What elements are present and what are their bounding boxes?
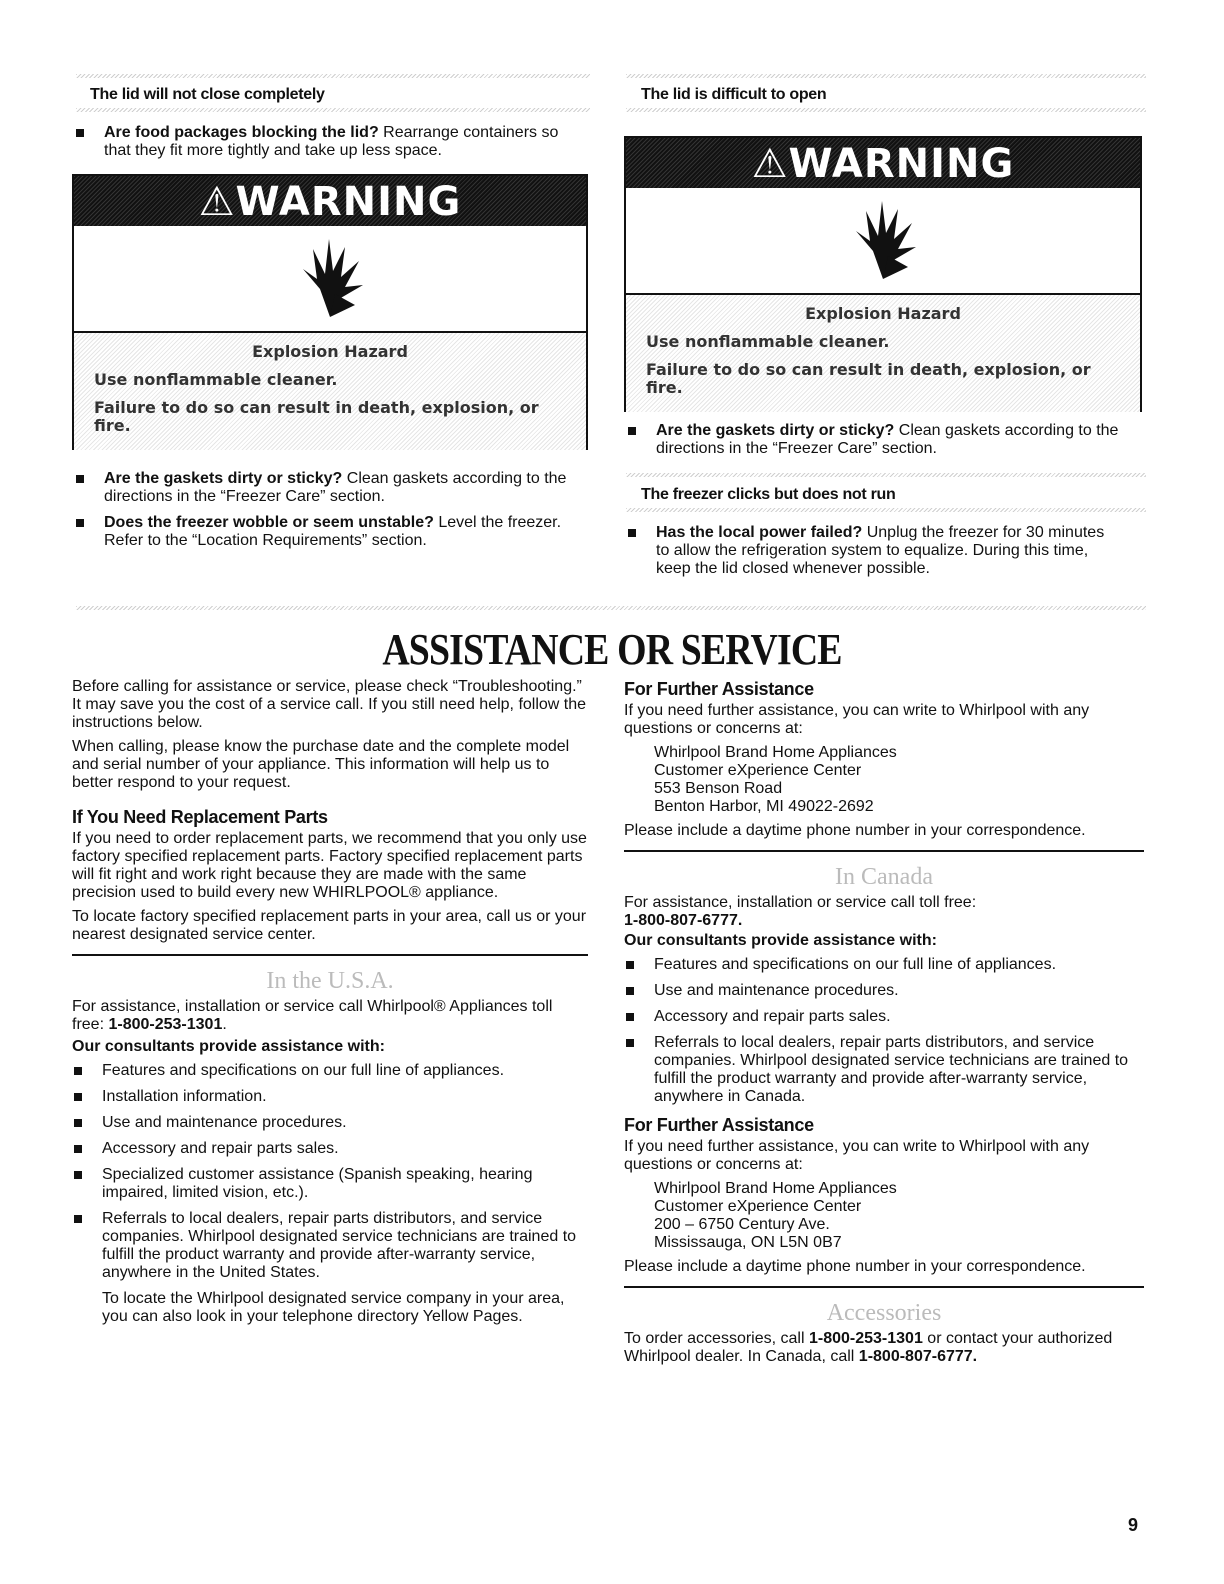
explosion-icon [626, 188, 1140, 295]
left-column [72, 678, 588, 1326]
paragraph: To order accessories, call 1-800-253-1301 or contact your authorized Whirlpool dealer. In Canada, call 1-800-807-6777. [624, 1330, 1113, 1365]
address-line: Customer eXperience Center [654, 1198, 862, 1215]
warning-text [626, 295, 1140, 412]
warning-line: Use nonflammable cleaner. [94, 370, 338, 389]
warning-triangle-icon: ⚠ [751, 141, 789, 187]
phone-number: 1-800-807-6777. [624, 912, 743, 929]
address [624, 1180, 1144, 1252]
warning-box [624, 136, 1142, 412]
bullet-list [624, 956, 1144, 1106]
warning-banner: ⚠WARNING [626, 138, 1140, 188]
bullet-list [74, 470, 586, 558]
paragraph: For assistance, installation or service call toll free: [624, 894, 977, 911]
warning-line: Failure to do so can result in death, explosion, or fire. [646, 360, 1091, 397]
divider [626, 108, 1146, 112]
warning-box [72, 174, 588, 450]
divider [626, 74, 1146, 78]
consultants-label: Our consultants provide assistance with: [72, 1038, 385, 1055]
paragraph: To locate factory specified replacement parts in your area, call us or your nearest designated service center. [72, 908, 587, 943]
list-item: Are the gaskets dirty or sticky? Clean gaskets according to the directions in the “Freezer Care” section. [626, 422, 1142, 458]
list-item: Features and specifications on our full line of appliances. [72, 1062, 588, 1080]
warning-banner: ⚠WARNING [74, 176, 586, 226]
list-item: Are the gaskets dirty or sticky? Clean gaskets according to the directions in the “Freezer Care” section. [74, 470, 586, 506]
divider [76, 108, 590, 112]
paragraph: If you need to order replacement parts, we recommend that you only use factory specified replacement parts. Factory specified replacement parts will fit right and work right because they are made with the same precision used to build every new WHIRLPOOL® appliance. [72, 830, 587, 901]
right-column [624, 678, 1144, 1366]
address-line: Customer eXperience Center [654, 762, 862, 779]
divider [626, 473, 1146, 477]
paragraph: When calling, please know the purchase date and the complete model and serial number of your appliance. This information will help us to better respond to your request. [72, 738, 570, 791]
section-heading: The freezer clicks but does not run [641, 486, 896, 503]
list-item: Are food packages blocking the lid? Rearrange containers so that they fit more tightly and take up less space. [74, 124, 584, 160]
page-number: 9 [1128, 1515, 1139, 1535]
list-item: Features and specifications on our full line of appliances. [624, 956, 1144, 974]
divider [626, 508, 1146, 512]
subheading: Accessories [826, 1300, 942, 1326]
warning-line: Use nonflammable cleaner. [646, 332, 890, 351]
divider [624, 1286, 1144, 1288]
warning-line: Failure to do so can result in death, explosion, or fire. [94, 398, 539, 435]
consultants-label: Our consultants provide assistance with: [624, 932, 937, 949]
list-item: Specialized customer assistance (Spanish speaking, hearing impaired, limited vision, etc.). [72, 1166, 588, 1202]
warning-text [74, 333, 586, 450]
bullet-list [626, 524, 1116, 586]
address-line: 553 Benson Road [654, 780, 783, 797]
divider [76, 74, 590, 78]
list-item: Use and maintenance procedures. [72, 1114, 588, 1132]
list-item: Use and maintenance procedures. [624, 982, 1144, 1000]
bullet-list [72, 1062, 588, 1282]
address-line: Whirlpool Brand Home Appliances [654, 744, 897, 761]
subheading: For Further Assistance [624, 1115, 814, 1135]
section-heading: The lid will not close completely [90, 86, 325, 103]
bullet-list [74, 124, 584, 168]
paragraph: Please include a daytime phone number in your correspondence. [624, 822, 1086, 839]
list-item: Accessory and repair parts sales. [624, 1008, 1144, 1026]
warning-hazard: Explosion Hazard [252, 342, 408, 361]
bullet-list [626, 422, 1142, 466]
paragraph: To locate the Whirlpool designated service company in your area, you can also look in your telephone directory Yellow Pages. [102, 1290, 565, 1325]
address-line: Mississauga, ON L5N 0B7 [654, 1234, 842, 1251]
paragraph: If you need further assistance, you can write to Whirlpool with any questions or concerns at: [624, 702, 1090, 737]
paragraph: If you need further assistance, you can write to Whirlpool with any questions or concerns at: [624, 1138, 1090, 1173]
subheading: For Further Assistance [624, 679, 814, 699]
paragraph: For assistance, installation or service call Whirlpool® Appliances toll free: 1-800-253-1301. [72, 998, 553, 1033]
page-title: ASSISTANCE OR SERVICE [382, 625, 842, 674]
list-item: Has the local power failed? Unplug the freezer for 30 minutes to allow the refrigeration system to equalize. During this time, keep the lid closed whenever possible. [626, 524, 1116, 578]
subheading: In Canada [835, 864, 933, 890]
warning-triangle-icon: ⚠ [198, 179, 236, 225]
address-line: Benton Harbor, MI 49022-2692 [654, 798, 874, 815]
paragraph: Please include a daytime phone number in your correspondence. [624, 1258, 1086, 1275]
warning-hazard: Explosion Hazard [805, 304, 961, 323]
address [624, 744, 1144, 816]
address-line: 200 – 6750 Century Ave. [654, 1216, 830, 1233]
divider [624, 850, 1144, 852]
list-item: Accessory and repair parts sales. [72, 1140, 588, 1158]
subheading: If You Need Replacement Parts [72, 807, 328, 827]
divider [72, 954, 588, 956]
paragraph: Before calling for assistance or service, please check “Troubleshooting.” It may save you the cost of a service call. If you still need help, follow the instructions below. [72, 678, 587, 731]
list-item: Does the freezer wobble or seem unstable? Level the freezer. Refer to the “Location Requirements” section. [74, 514, 586, 550]
subheading: In the U.S.A. [266, 968, 394, 994]
section-heading: The lid is difficult to open [641, 86, 827, 103]
list-item: Referrals to local dealers, repair parts distributors, and service companies. Whirlpool designated service technicians are trained to fulfill the product warranty and provide after-warranty service, anywhere in Canada. [624, 1034, 1144, 1106]
explosion-icon [74, 226, 586, 333]
address-line: Whirlpool Brand Home Appliances [654, 1180, 897, 1197]
list-item: Referrals to local dealers, repair parts distributors, and service companies. Whirlpool designated service technicians are trained to fulfill the product warranty and provide after-warranty service, anywhere in the United States. [72, 1210, 588, 1282]
divider [76, 606, 1146, 610]
list-item: Installation information. [72, 1088, 588, 1106]
